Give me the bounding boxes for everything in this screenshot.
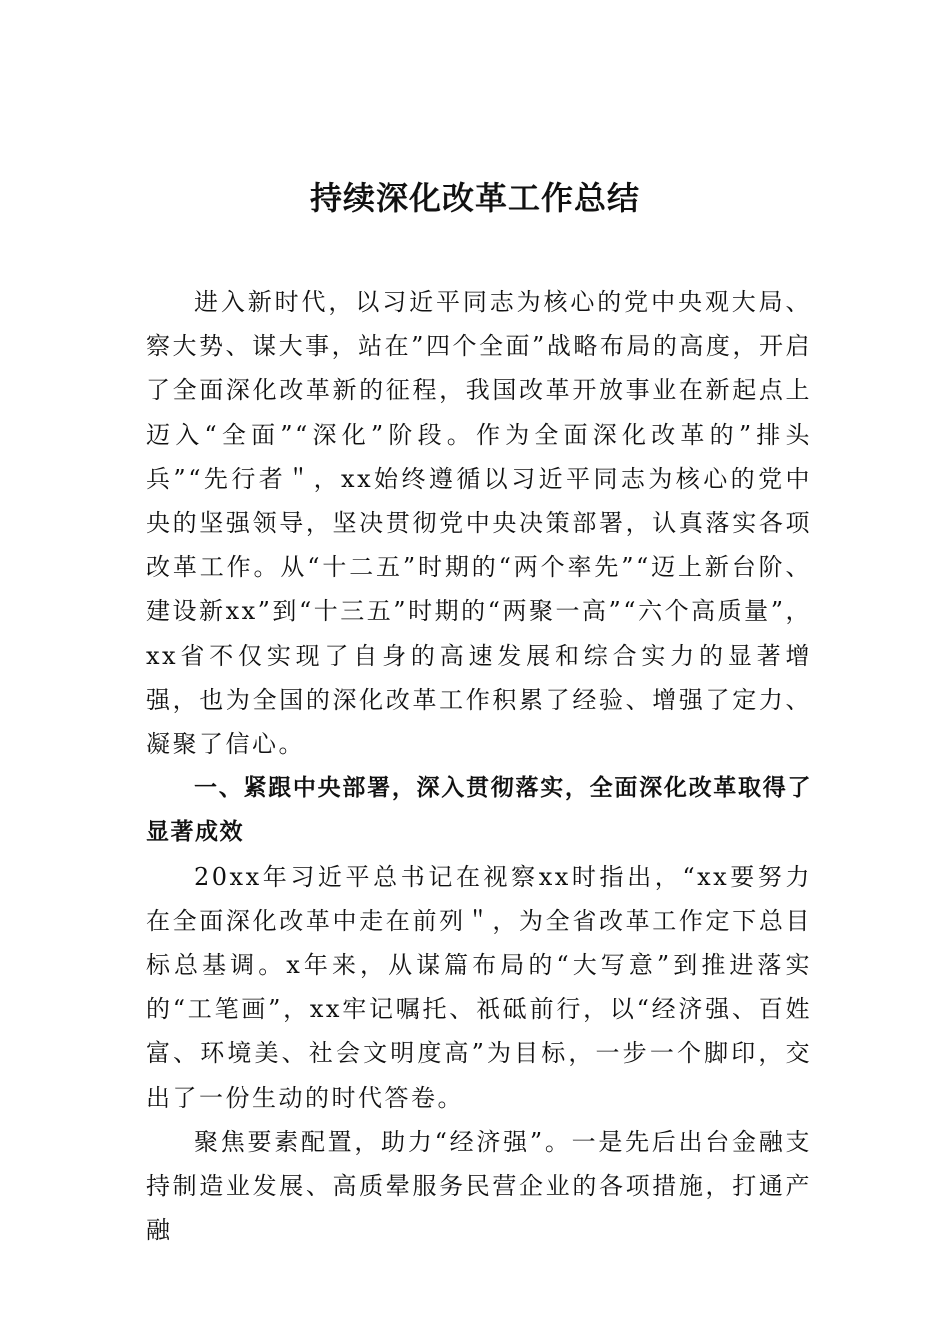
document-title: 持续深化改革工作总结 (309, 179, 640, 217)
section-1-paragraph-1: 20xx年习近平总书记在视察xx时指出，“xx要努力在全面深化改革中走在前列＂，为全省改革工作定下总目标总基调。x年来，从谋篇布局的“大写意”到推进落实的“工笔画”，xx牢记嘱托、祇砥前行，以“经济强、百姓富、环境美、社会文明度高”为目标，一步一个脚印，交出了一份生动的时代答卷。 (146, 862, 812, 1112)
section-1-paragraph-2: 聚焦要素配置，助力“经济强”。一是先后出台金融支持制造业发展、高质晕服务民营企业的各项措施，打通产融 (146, 1127, 812, 1245)
intro-paragraph: 进入新时代，以习近平同志为核心的党中央观大局、察大势、谋大事，站在”四个全面”战略布局的高度，开启了全面深化改革新的征程，我国改革开放事业在新起点上迈入“全面”“深化”阶段。作为全面深化改革的”排头兵”“先行者＂，xx始终遵循以习近平同志为核心的党中央的坚强领导，坚决贯彻党中央决策部署，认真落实各项改革工作。从“十二五”时期的“两个率先”“迈上新台阶、建设新xx”到“十三五”时期的“两聚一高”“六个高质量”，xx省不仅实现了自身的高速发展和综合实力的显著增强，也为全国的深化改革工作积累了经验、增强了定力、凝聚了信心。 (146, 288, 812, 759)
document-body (146, 280, 812, 1252)
section-heading-1: 一、紧跟中央部署，深入贯彻落实，全面深化改革取得了显著成效 (146, 775, 812, 846)
